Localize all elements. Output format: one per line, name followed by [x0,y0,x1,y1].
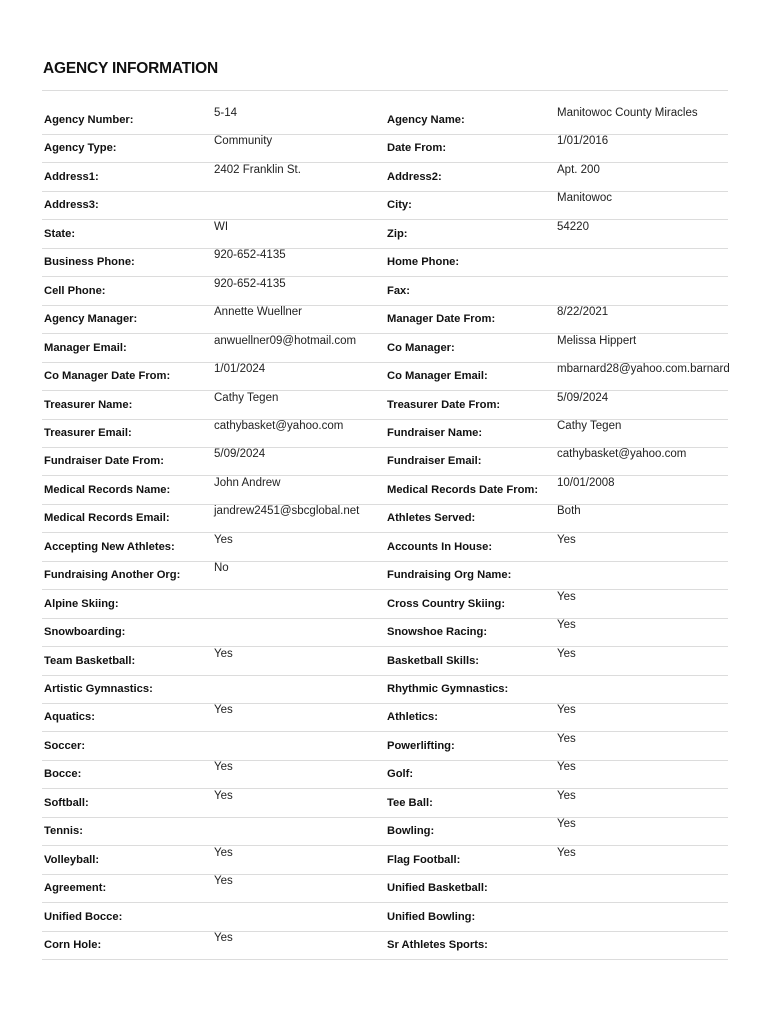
field-label: Tee Ball: [387,796,433,809]
row-divider [42,931,728,932]
row-divider [42,675,728,676]
field-label: Treasurer Date From: [387,398,501,411]
field-label: Manager Date From: [387,313,496,326]
row-divider [42,760,728,761]
field-label: Softball: [44,796,89,809]
row-divider [42,305,728,306]
row-divider [42,589,728,590]
field-value: Yes [557,704,576,717]
field-label: Date From: [387,142,447,155]
field-label: Treasurer Name: [44,398,133,411]
field-value: Community [214,135,273,148]
field-label: Snowboarding: [44,626,126,639]
field-value: jandrew2451@sbcglobal.net [214,505,360,518]
field-label: Fundraiser Name: [387,426,483,439]
field-value: Yes [214,761,233,774]
field-label: Fundraiser Date From: [44,455,164,468]
field-label: Athletics: [387,711,438,724]
field-label: Soccer: [44,739,86,752]
field-label: Tennis: [44,825,83,838]
field-label: Unified Bocce: [44,910,123,923]
field-label: Unified Basketball: [387,882,488,895]
field-label: Zip: [387,227,408,240]
row-divider [42,475,728,476]
row-divider [42,162,728,163]
field-label: Agency Manager: [44,313,138,326]
field-value: Yes [557,647,576,660]
field-value: mbarnard28@yahoo.com.barnard [557,363,730,376]
row-divider [42,817,728,818]
field-value: Manitowoc County Miracles [557,107,698,119]
field-label: Co Manager Email: [387,370,488,383]
field-label: Golf: [387,768,414,781]
field-value: cathybasket@yahoo.com [214,419,344,432]
field-value: Yes [214,704,233,717]
field-label: Agency Name: [387,114,465,126]
field-label: Address3: [44,199,99,212]
field-label: Treasurer Email: [44,426,132,439]
field-label: Home Phone: [387,256,460,269]
row-divider [42,134,728,135]
field-value: 1/01/2016 [557,135,609,148]
field-value: WI [214,220,229,233]
field-value: Apt. 200 [557,163,600,176]
row-divider [42,532,728,533]
field-value: Yes [557,846,576,859]
field-value: Yes [214,875,233,888]
field-value: anwuellner09@hotmail.com [214,334,357,347]
field-label: Flag Football: [387,853,461,866]
field-value: 54220 [557,220,589,233]
field-label: Basketball Skills: [387,654,480,667]
field-label: Cell Phone: [44,284,106,297]
field-label: Agency Number: [44,114,134,126]
field-value: 5/09/2024 [557,391,609,404]
field-value: Yes [214,846,233,859]
field-value: cathybasket@yahoo.com [557,448,687,461]
field-label: Business Phone: [44,256,135,269]
field-value: Manitowoc [557,192,612,205]
field-value: 920-652-4135 [214,277,286,290]
field-label: Fax: [387,284,411,297]
field-value: Yes [214,932,233,945]
field-value: Annette Wuellner [214,306,303,319]
field-label: Fundraising Another Org: [44,569,181,582]
field-label: Co Manager: [387,341,455,354]
field-value: Cathy Tegen [557,419,622,432]
field-label: Medical Records Name: [44,483,171,496]
page-title: AGENCY INFORMATION [43,60,218,77]
field-value: 5/09/2024 [214,448,266,461]
field-label: Address2: [387,170,442,183]
row-divider [42,248,728,249]
field-label: Medical Records Email: [44,512,170,525]
field-value: Yes [557,619,576,632]
field-value: Yes [557,789,576,802]
field-label: Agreement: [44,882,107,895]
row-divider [42,902,728,903]
field-label: Volleyball: [44,853,100,866]
field-value: John Andrew [214,476,281,489]
field-label: Address1: [44,170,99,183]
field-label: Accepting New Athletes: [44,540,175,553]
field-value: Yes [214,789,233,802]
field-label: Corn Hole: [44,939,102,952]
row-divider [42,561,728,562]
row-divider [42,959,728,960]
field-label: Team Basketball: [44,654,136,667]
field-value: 8/22/2021 [557,306,609,319]
field-label: Agency Type: [44,142,117,155]
row-divider [42,419,728,420]
row-divider [42,646,728,647]
field-value: Both [557,505,581,518]
field-value: Yes [214,533,233,546]
field-label: Artistic Gymnastics: [44,683,153,695]
row-divider [42,191,728,192]
title-divider [42,90,728,91]
field-label: Bocce: [44,768,82,781]
field-label: Fundraiser Email: [387,455,482,468]
row-divider [42,219,728,220]
row-divider [42,874,728,875]
row-divider [42,845,728,846]
row-divider [42,731,728,732]
field-label: Powerlifting: [387,739,455,752]
field-label: Sr Athletes Sports: [387,939,488,952]
field-label: Manager Email: [44,341,127,354]
field-label: Alpine Skiing: [44,597,119,610]
row-divider [42,504,728,505]
field-value: 1/01/2024 [214,363,266,376]
field-label: State: [44,227,76,240]
field-value: Yes [557,818,576,831]
row-divider [42,703,728,704]
field-label: Accounts In House: [387,540,493,553]
field-value: Melissa Hippert [557,334,637,347]
field-label: City: [387,199,412,212]
field-label: Rhythmic Gymnastics: [387,683,509,695]
field-label: Cross Country Skiing: [387,597,506,610]
field-label: Bowling: [387,825,435,838]
field-label: Athletes Served: [387,512,476,525]
field-value: Yes [557,761,576,774]
field-value: 920-652-4135 [214,249,286,262]
field-label: Fundraising Org Name: [387,569,512,582]
row-divider [42,788,728,789]
field-value: 2402 Franklin St. [214,163,301,176]
field-value: 5-14 [214,107,238,119]
field-value: Yes [557,732,576,745]
field-label: Snowshoe Racing: [387,626,488,639]
row-divider [42,276,728,277]
field-value: Cathy Tegen [214,391,279,404]
field-value: No [214,562,229,575]
row-divider [42,618,728,619]
field-value: Yes [557,590,576,603]
row-divider [42,390,728,391]
field-label: Aquatics: [44,711,95,724]
field-value: Yes [557,533,576,546]
field-label: Medical Records Date From: [387,483,539,496]
field-value: 10/01/2008 [557,476,615,489]
field-label: Co Manager Date From: [44,370,171,383]
field-value: Yes [214,647,233,660]
field-label: Unified Bowling: [387,910,476,923]
